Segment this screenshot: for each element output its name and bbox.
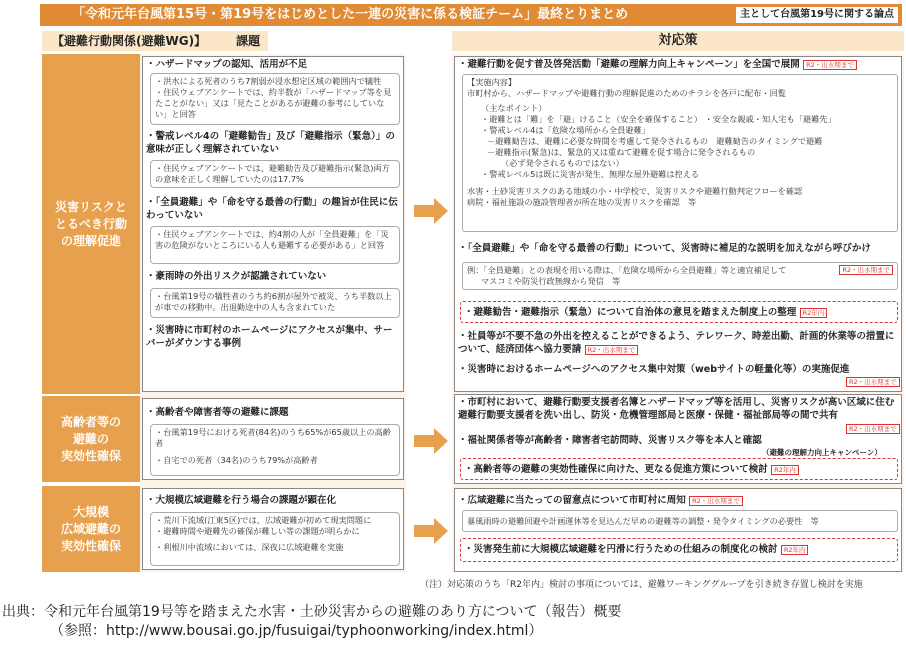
implementation-box (462, 510, 898, 532)
implementation-box (462, 262, 898, 290)
response-note: （避難の理解力向上キャンペーン） (762, 448, 882, 457)
issue-title: ・警戒レベル4の「避難勧告」及び「避難指示（緊急）」の意味が正しく理解されていない (146, 131, 395, 155)
impl-line: －避難指示(緊急)は、緊急的又は重ねて避難を促す場合に発令されるもの (487, 147, 756, 157)
issue-title: ・高齢者や障害者等の避難に課題 (146, 407, 289, 418)
response-text: ・広域避難に当たっての留意点について市町村に周知 (458, 495, 686, 506)
source-line: 出典：令和元年台風第19号等を踏まえた水害・土砂災害からの避難のあり方について（報告）概要 (2, 604, 622, 620)
response-text: ・避難行動を促す普及啓発活動「避難の理解力向上キャンペーン」を全国で展開 (458, 59, 800, 70)
impl-line: 病院・福祉施設の施設管理者が所在地の災害リスクを確認 等 (467, 197, 697, 207)
deadline-tag: R2・出水期まで (689, 496, 743, 506)
footnote: （注）対応策のうち「R2年内」検討の事項については、避難ワーキンググループを引き続き存置し検討を実施 (420, 580, 863, 590)
response-item (464, 543, 894, 556)
section-label-risk-understanding (42, 54, 140, 394)
issue-detail: ・荒川下流域(江東5区)では、広域避難が初めて現実問題に (155, 515, 372, 525)
section-label-text: 高齢者等の 避難の 実効性確保 (60, 414, 121, 463)
arrow-right-icon (414, 428, 448, 454)
header-badge: 主として台風第19号に関する論点 (736, 7, 898, 23)
deadline-tag: R2・出水期まで (585, 345, 639, 355)
arrow-right-icon (414, 198, 448, 224)
impl-line: （必ず発令されるものではない） (501, 158, 624, 168)
response-item (458, 58, 898, 71)
header-bar (40, 4, 902, 26)
deadline-tag: R2・出水期まで (846, 424, 900, 434)
source-url-line: （参照：http://www.bousai.go.jp/fusuigai/typhoonworking/index.html） (50, 623, 543, 639)
impl-line: 暴風雨時の避難回避や計画運休等を見込んだ早めの避難等の調整・発令タイミングの必要性 等 (467, 516, 819, 526)
issue-detail: ・住民ウェブアンケートでは、避難勧告及び避難指示(緊急)両方の意味を正しく理解していたのは17.7% (150, 160, 400, 188)
impl-line: 水害・土砂災害リスクのある地域の小・中学校で、災害リスクや避難行動判定フローを確認 (467, 186, 803, 196)
deadline-tag: R2年内 (800, 308, 828, 318)
response-text: ・社員等が不要不急の外出を控えることができるよう、テレワーク、時差出勤、計画的休業等の措置について、経済団体へ協力要請 (458, 331, 895, 355)
issue-title: ・豪雨時の外出リスクが認識されていない (146, 271, 327, 282)
issue-title: ・「全員避難」や「命を守る最善の行動」の趣旨が住民に伝わっていない (146, 197, 398, 221)
issue-title: ・ハザードマップの認知、活用が不足 (146, 59, 308, 70)
issue-detail: ・洪水による死者のうち7割弱が浸水想定区域の範囲内で犠牲 ・住民ウェブアンケートでは、約半数が「ハザードマップ等を見たことがない」又は「見たことがあるが避難の参考にしていない」と回答 (150, 73, 400, 125)
response-item: ・災害時におけるホームページへのアクセス集中対策（webサイトの軽量化等）の実施促進 (458, 364, 850, 375)
impl-line: ・避難とは「難」を「避」けること（安全を確保すること） ・安全な親戚・知人宅も「避難先」 (481, 114, 836, 124)
wg-label-text: 【避難行動関係(避難WG)】 (52, 34, 207, 48)
impl-line: （主なポイント） (481, 103, 547, 113)
impl-line: 例：「全員避難」との表現を用いる際は、「危険な場所から全員避難」等と適宜補足して (467, 265, 787, 275)
response-text: ・避難勧告・避難指示（緊急）について自治体の意見を踏まえた制度上の整理 (464, 307, 797, 318)
response-item: ・市町村において、避難行動要支援者名簿とハザードマップ等を活用し、災害リスクが高い区域に住む避難行動要支援者を洗い出し、防災・危機管理部局と医療・保健・福祉部局等の間で共有 (458, 397, 895, 421)
response-item (464, 306, 894, 319)
response-item: ・福祉関係者等が高齢者・障害者宅訪問時、災害リスク等を本人と確認 (458, 435, 762, 446)
issue-title: ・大規模広域避難を行う場合の課題が顕在化 (146, 495, 337, 506)
deadline-tag: R2年内 (781, 545, 809, 555)
section-label-elderly (42, 396, 140, 482)
section-label-text: 大規模 広域避難の 実効性確保 (60, 504, 121, 553)
wg-label (42, 31, 268, 51)
issue-detail: ・自宅での死者（34名)のうち79%が高齢者 (155, 455, 318, 465)
issue-detail: ・台風第19号の犠牲者のうち約6割が屋外で被災、うち半数以上が車での移動中。出退勤途中の人も含まれていた (150, 288, 400, 318)
response-item (458, 330, 898, 356)
issue-detail: ・利根川中流域においては、深夜に広域避難を実施 (155, 542, 344, 552)
deadline-tag: R2・出水期まで (846, 377, 900, 387)
implementation-box (462, 74, 898, 232)
arrow-right-icon (414, 518, 448, 544)
issue-detail: ・避難時間や避難先の確保が難しい等の課題が明らかに (155, 526, 360, 536)
deadline-tag: R2年内 (771, 465, 799, 475)
issue-title: ・災害時に市町村のホームページにアクセスが集中、サーバーがダウンする事例 (146, 325, 393, 349)
response-item: ・「全員避難」や「命を守る最善の行動」について、災害時に補足的な説明を加えながら呼びかけ (458, 243, 871, 254)
impl-line: 【実施内容】 (467, 77, 517, 87)
deadline-tag: R2・出水期まで (839, 265, 893, 275)
header-title: 「令和元年台風第15号・第19号をはじめとした一連の災害に係る検証チーム」最終とりまとめ (72, 7, 629, 22)
response-text: ・高齢者等の避難の実効性確保に向けた、更なる促進方策について検討 (464, 464, 768, 475)
response-item (464, 463, 894, 476)
response-text: ・災害発生前に大規模広域避難を円滑に行うための仕組みの制度化の検討 (464, 544, 778, 555)
section-label-wide-area (42, 486, 140, 572)
issue-detail-group (150, 424, 400, 476)
section-label-text: 災害リスクと とるべき行動 の理解促進 (54, 199, 127, 248)
response-column-label: 対応策 (452, 31, 904, 51)
response-item (458, 494, 898, 507)
impl-line: －避難勧告は、避難に必要な時間を考慮して発令されるもの 避難勧告のタイミングで避難 (487, 136, 823, 146)
issue-detail: ・台風第19号における死者(84名)のうち65%が65歳以上の高齢者 (155, 427, 391, 448)
issue-detail: ・住民ウェブアンケートでは、約4割の人が「全員避難」を「災害の危険がないところにいる人も避難する必要がある」と回答 (150, 226, 400, 264)
issue-column-label: 課題 (236, 34, 261, 48)
issue-detail-group (150, 512, 400, 566)
impl-line: 市町村から、ハザードマップや避難行動の理解促進のためのチラシを各戸に配布・回覧 (467, 88, 786, 98)
source-citation (2, 603, 622, 641)
impl-line: ・警戒レベル4は「危険な場所から全員避難」 (481, 125, 650, 135)
impl-line: ・警戒レベル5は既に災害が発生、無理な屋外避難は控える (481, 169, 700, 179)
deadline-tag: R2・出水期まで (803, 60, 857, 70)
impl-line: マスコミや防災行政無線から発信 等 (481, 276, 621, 286)
